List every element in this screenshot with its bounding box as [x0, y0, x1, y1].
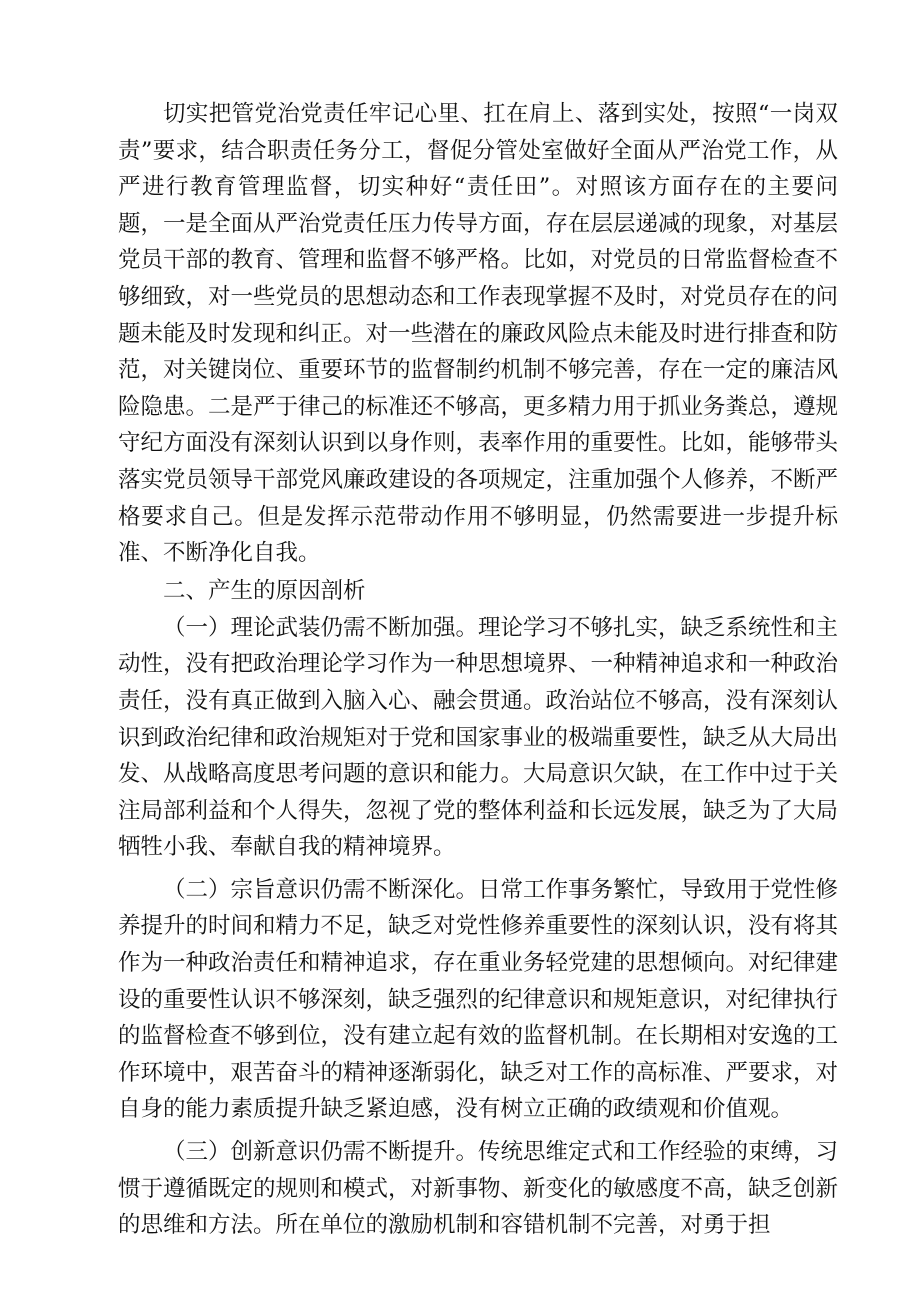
- document-page: [118, 96, 838, 1244]
- paragraph-purpose: （二）宗旨意识仍需不断深化。日常工作事务繁忙，导致用于党性修养提升的时间和精力不足，缺乏对党性修养重要性的深刻认识，没有将其作为一种政治责任和精神追求，存在重业务轻党建的思想倾向。对纪律建设的重要性认识不够深刻，缺乏强烈的纪律意识和规矩意识，对纪律执行的监督检查不够到位，没有建立起有效的监督机制。在长期相对安逸的工作环境中，艰苦奋斗的精神逐渐弱化，缺乏对工作的高标准、严要求，对自身的能力素质提升缺乏紧迫感，没有树立正确的政绩观和价值观。: [118, 876, 839, 1123]
- section-heading-causes: 二、产生的原因剖析: [163, 577, 366, 604]
- paragraph-innovation: （三）创新意识仍需不断提升。传统思维定式和工作经验的束缚，习惯于遵循既定的规则和模式，对新事物、新变化的敏感度不高，缺乏创新的思维和方法。所在单位的激励机制和容错机制不完善，对勇于担: [118, 1139, 839, 1239]
- paragraph-theory: （一）理论武装仍需不断加强。理论学习不够扎实，缺乏系统性和主动性，没有把政治理论学习作为一种思想境界、一种精神追求和一种政治责任，没有真正做到入脑入心、融会贯通。政治站位不够高，没有深刻认识到政治纪律和政治规矩对于党和国家事业的极端重要性，缺乏从大局出发、从战略高度思考问题的意识和能力。大局意识欠缺，在工作中过于关注局部利益和个人得失，忽视了党的整体利益和长远发展，缺乏为了大局牺牲小我、奉献自我的精神境界。: [118, 614, 839, 861]
- paragraph-responsibility: 切实把管党治党责任牢记心里、扛在肩上、落到实处，按照“一岗双责”要求，结合职责任务分工，督促分管处室做好全面从严治党工作，从严进行教育管理监督，切实种好“责任田”。对照该方面存在的主要问题，一是全面从严治党责任压力传导方面，存在层层递减的现象，对基层党员干部的教育、管理和监督不够严格。比如，对党员的日常监督检查不够细致，对一些党员的思想动态和工作表现掌握不及时，对党员存在的问题未能及时发现和纠正。对一些潜在的廉政风险点未能及时进行排查和防范，对关键岗位、重要环节的监督制约机制不够完善，存在一定的廉洁风险隐患。二是严于律己的标准还不够高，更多精力用于抓业务粪总，遵规守纪方面没有深刻认识到以身作则，表率作用的重要性。比如，能够带头落实党员领导干部党风廉政建设的各项规定，注重加强个人修养，不断严格要求自己。但是发挥示范带动作用不够明显，仍然需要进一步提升标准、不断净化自我。: [118, 101, 839, 567]
